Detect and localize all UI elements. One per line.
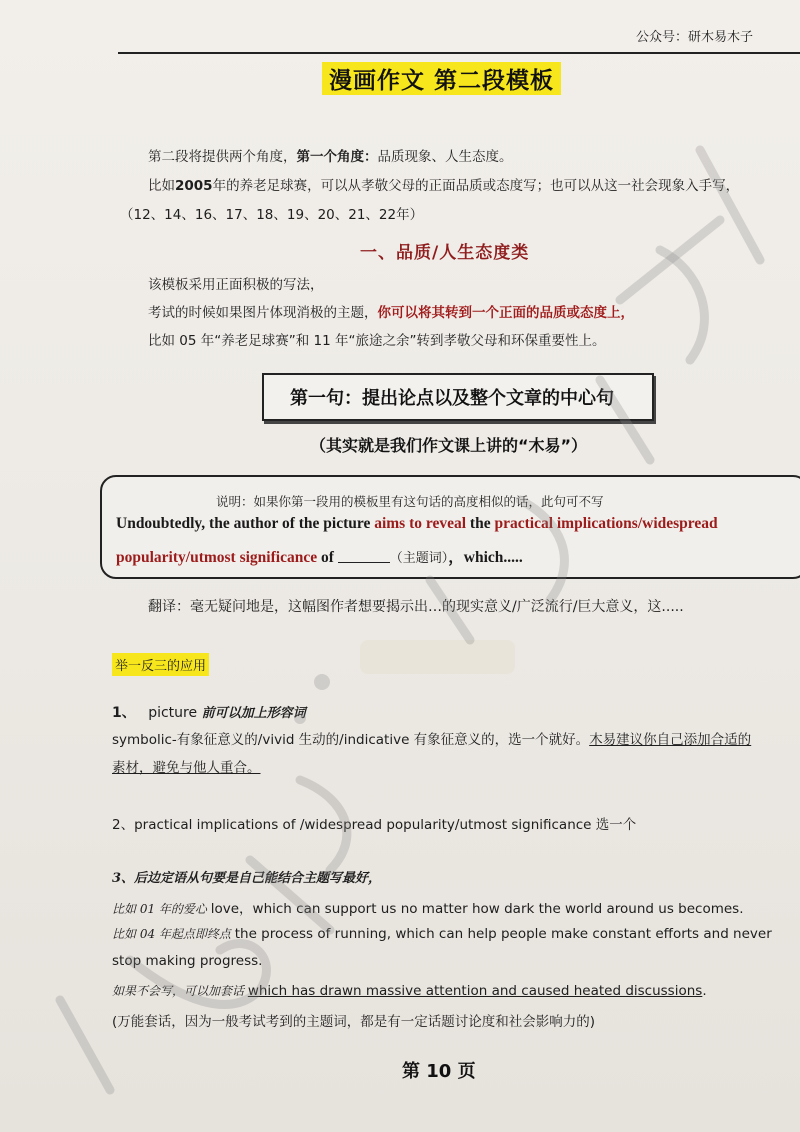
template-aims-to-reveal: aims to reveal bbox=[374, 515, 467, 532]
section-line-2-emphasis: 你可以将其转到一个正面的品质或态度上， bbox=[377, 305, 634, 321]
example-3-phrase: which has drawn massive attention and caused heated discussions bbox=[247, 983, 703, 999]
header-account: 公众号：研木易木子 bbox=[636, 30, 754, 45]
example-2 bbox=[112, 925, 772, 942]
example-2-continued: stop making progress. bbox=[112, 953, 263, 969]
first-sentence-heading: 第一句：提出论点以及整个文章的中心句 bbox=[290, 388, 614, 409]
item-1-picture: picture bbox=[148, 705, 202, 721]
template-options-1: practical implications/widespread bbox=[494, 515, 718, 532]
template-line-1-b: the bbox=[466, 515, 495, 532]
example-2-label: 比如 04 年起点即终点 bbox=[112, 927, 235, 941]
intro-year: 2005 bbox=[175, 178, 213, 194]
intro-line-2 bbox=[148, 174, 739, 194]
example-1-label: 比如 01 年的爱心 bbox=[112, 902, 211, 916]
item-3-heading: 3、后边定语从句要是自己能结合主题写最好， bbox=[112, 871, 382, 886]
template-options-2: popularity/utmost significance bbox=[116, 549, 318, 566]
intro-line-2-b: 年的养老足球赛，可以从孝敬父母的正面品质或态度写；也可以从这一社会现象入手写， bbox=[212, 178, 740, 194]
section-line-3: 比如 05 年“养老足球赛”和 11 年“旅途之余”转到孝敬父母和环保重要性上。 bbox=[148, 333, 606, 349]
template-topic-word: （主题词） bbox=[389, 551, 449, 566]
template-line-2 bbox=[116, 545, 523, 567]
item-1-heading bbox=[112, 702, 306, 722]
example-1 bbox=[112, 897, 744, 917]
template-line-1-a: Undoubtedly, the author of the picture bbox=[116, 515, 375, 532]
template-translation: 翻译：毫无疑问地是，这幅图作者想要揭示出…的现实意义/广泛流行/巨大意义，这..... bbox=[148, 599, 684, 615]
example-3-end: . bbox=[702, 983, 707, 999]
intro-line-1 bbox=[148, 145, 513, 165]
example-4: (万能套话，因为一般考试考到的主题词，都是有一定话题讨论度和社会影响力的) bbox=[112, 1014, 596, 1030]
example-1-text: love，which can support us no matter how dark the world around us becomes. bbox=[210, 901, 744, 917]
template-blank bbox=[338, 550, 390, 563]
item-1-advice: 木易建议你自己添加合适的 bbox=[589, 732, 752, 748]
item-2: 2、practical implications of /widespread popularity/utmost significance 选一个 bbox=[112, 817, 637, 833]
header-rule bbox=[118, 52, 800, 54]
example-3 bbox=[112, 982, 707, 999]
intro-line-1-a: 第二段将提供两个角度， bbox=[148, 149, 297, 165]
intro-line-3: （12、14、16、17、18、19、20、21、22年） bbox=[120, 207, 424, 223]
example-2-text: the process of running, which can help people make constant efforts and never bbox=[234, 926, 772, 942]
item-1-number: 1、 bbox=[112, 705, 136, 721]
intro-line-1-b: 第一个角度： bbox=[296, 149, 378, 165]
section-line-2 bbox=[148, 301, 634, 321]
intro-line-2-a: 比如 bbox=[148, 178, 175, 194]
template-line-1 bbox=[116, 515, 718, 533]
first-sentence-note: （其实就是我们作文课上讲的“木易”） bbox=[310, 436, 588, 455]
item-1-adjectives: symbolic-有象征意义的/vivid 生动的/indicative 有象征意义的，选一个就好。 bbox=[112, 732, 590, 748]
template-note: 说明：如果你第一段用的模板里有这句话的高度相似的话，此句可不写 bbox=[216, 494, 604, 509]
page-title: 漫画作文 第二段模板 bbox=[322, 62, 561, 95]
section-heading: 一、品质/人生态度类 bbox=[360, 243, 530, 263]
item-1-line-2 bbox=[112, 728, 751, 748]
item-1-line-3: 素材，避免与他人重合。 bbox=[112, 760, 261, 776]
example-3-label: 如果不会写，可以加套话 bbox=[112, 984, 248, 998]
application-title: 举一反三的应用 bbox=[112, 653, 209, 676]
section-line-2-a: 考试的时候如果图片体现消极的主题， bbox=[148, 305, 378, 321]
intro-line-1-c: 品质现象、人生态度。 bbox=[377, 149, 513, 165]
template-which: ，which..... bbox=[448, 549, 523, 566]
section-line-1: 该模板采用正面积极的写法， bbox=[148, 277, 324, 293]
item-1-note: 前可以加上形容词 bbox=[201, 706, 306, 721]
template-of: of bbox=[317, 549, 338, 566]
page-number: 第 10 页 bbox=[402, 1061, 476, 1082]
faded-box bbox=[360, 640, 515, 674]
